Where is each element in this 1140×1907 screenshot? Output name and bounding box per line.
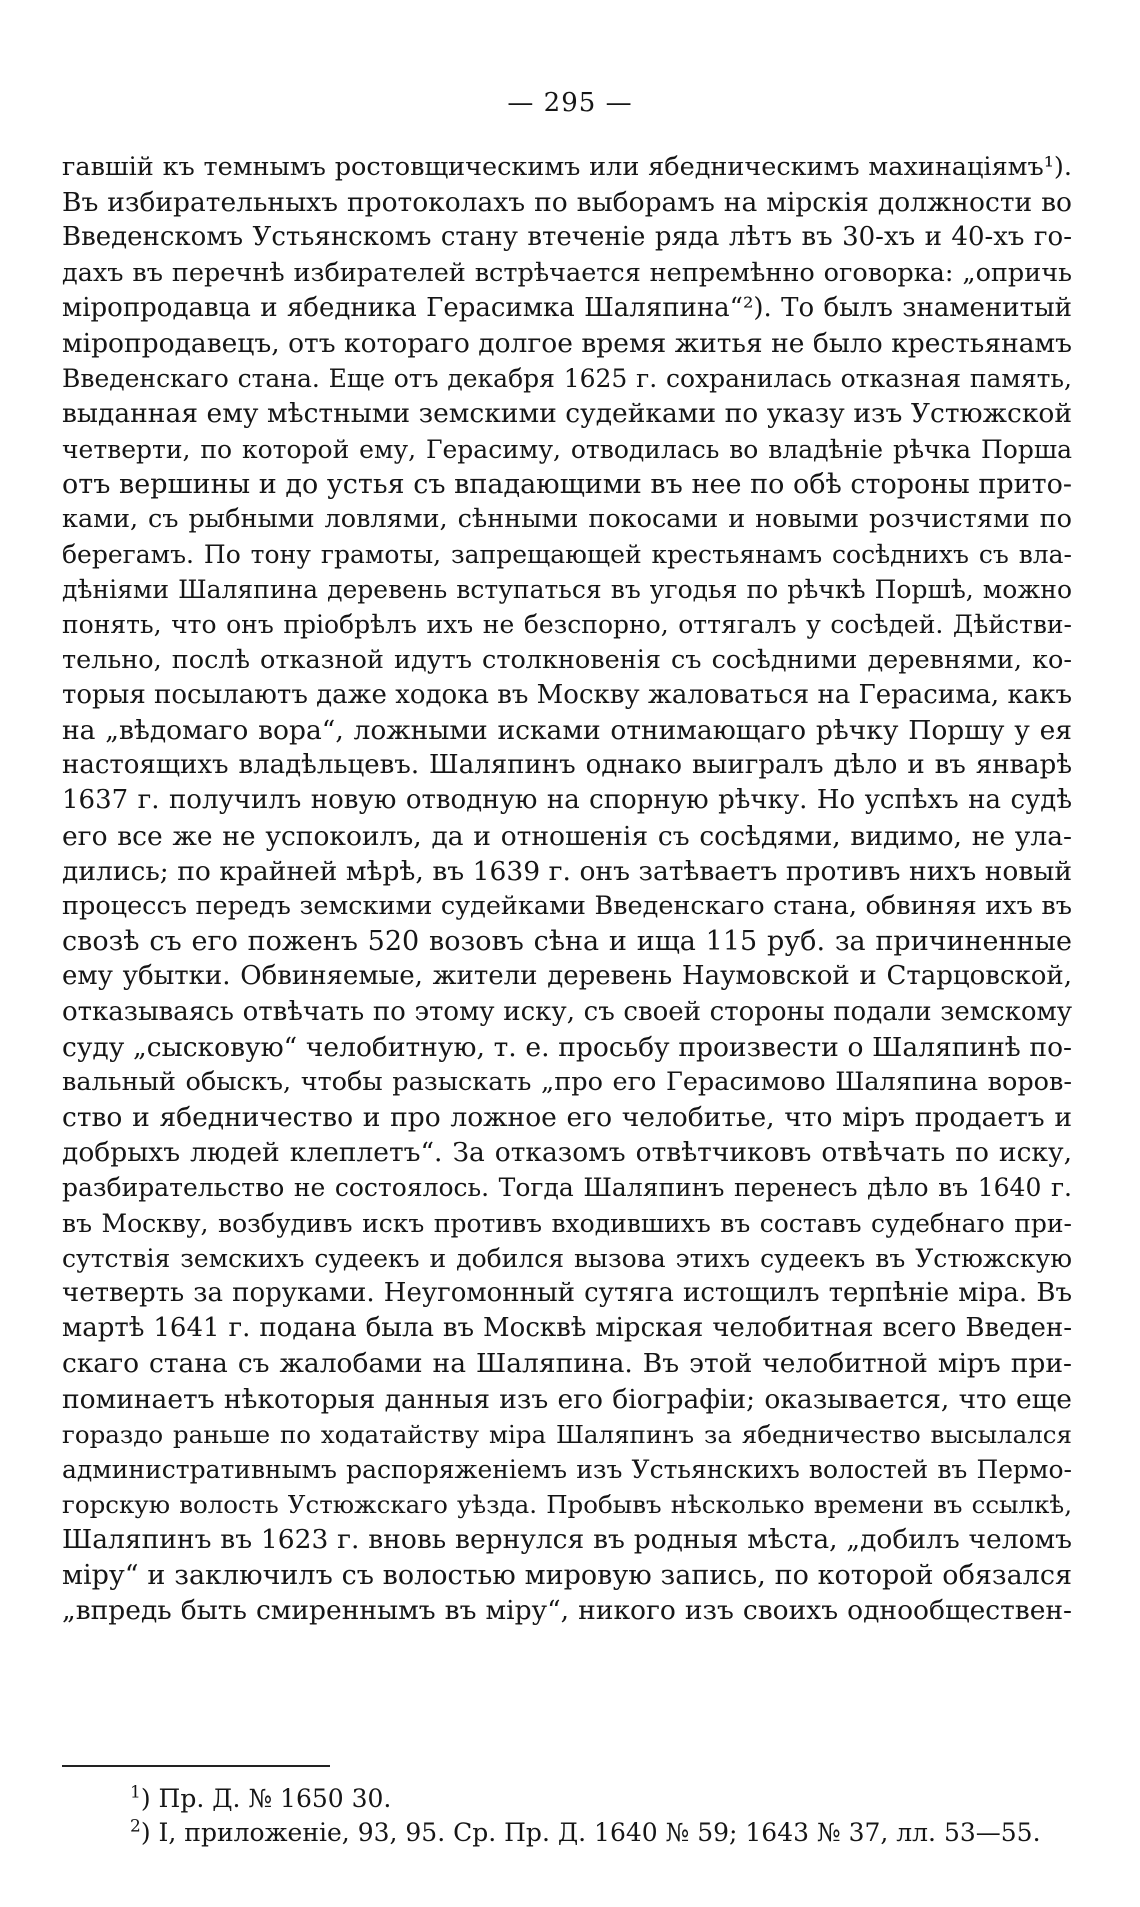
text-line: Введенскомъ Устьянскомъ стану втеченіе ряда лѣтъ въ 30-хъ и 40-хъ го- (62, 222, 1072, 253)
text-line: гавшій къ темнымъ ростовщическимъ или ябедническимъ махинаціямъ¹). (62, 152, 1072, 182)
footnote-divider (62, 1765, 330, 1767)
text-line: настоящихъ владѣльцевъ. Шаляпинъ однако выигралъ дѣло и въ январѣ (62, 750, 1072, 781)
text-line: его все же не успокоилъ, да и отношенія съ сосѣдями, видимо, не ула- (62, 820, 1072, 852)
text-line: міропродавца и ябедника Герасимка Шаляпина“²). То былъ знаменитый (62, 292, 1072, 323)
footnote-text: ) Пр. Д. № 1650 30. (140, 1784, 392, 1813)
text-line: міру“ и заключилъ съ волостью мировую запись, по которой обязался (62, 1559, 1072, 1591)
text-line: въ Москву, возбудивъ искъ противъ входившихъ въ составъ судебнаго при- (62, 1208, 1072, 1238)
footnote (130, 1816, 1041, 1850)
text-line: на „вѣдомаго вора“, ложными исками отнимающаго рѣчку Поршу у ея (62, 715, 1072, 746)
text-line: дѣніями Шаляпина деревень вступаться въ угодья по рѣчкѣ Поршѣ, можно (62, 575, 1072, 605)
footnote-mark: 2 (130, 1816, 141, 1837)
text-line: берегамъ. По тону грамоты, запрещающей крестьянамъ сосѣднихъ съ вла- (62, 540, 1072, 570)
text-line: свозѣ съ его поженъ 520 возовъ сѣна и ища 115 руб. за причиненные (62, 926, 1072, 958)
text-line: дахъ въ перечнѣ избирателей встрѣчается непремѣнно оговорка: „опричь (62, 257, 1072, 288)
text-line: поминаетъ нѣкоторыя данныя изъ его біографіи; оказывается, что еще (62, 1383, 1072, 1415)
text-line: горскую волость Устюжскаго уѣзда. Пробывъ нѣсколько времени въ ссылкѣ, (62, 1490, 1072, 1520)
text-line: добрыхъ людей клеплетъ“. За отказомъ отвѣтчиковъ отвѣчать по иску, (62, 1137, 1072, 1169)
text-line: вальный обыскъ, чтобы разыскать „про его Герасимово Шаляпина воров- (62, 1066, 1072, 1097)
text-line: отъ вершины и до устья съ впадающими въ нее по обѣ стороны прито- (62, 468, 1072, 500)
text-line: торыя посылаютъ даже ходока въ Москву жаловаться на Герасима, какъ (62, 679, 1072, 710)
text-line: гораздо раньше по ходатайству міра Шаляпинъ за ябедничество высылался (62, 1419, 1072, 1449)
text-line: четверть за поруками. Неугомонный сутяга истощилъ терпѣніе міра. Въ (62, 1278, 1072, 1308)
body-text (62, 150, 1072, 1628)
text-line: тельно, послѣ отказной идутъ столкновенія съ сосѣдними деревнями, ко- (62, 644, 1072, 675)
text-line: понять, что онъ пріобрѣлъ ихъ не безспорно, оттягалъ у сосѣдей. Дѣйстви- (62, 610, 1072, 640)
text-line: Введенскаго стана. Еще отъ декабря 1625 г. сохранилась отказная память, (62, 364, 1072, 394)
text-line: четверти, по которой ему, Герасиму, отводилась во владѣніе рѣчка Порша (62, 434, 1072, 464)
footnote-mark: 1 (130, 1782, 141, 1803)
text-line: „впредь быть смиреннымъ въ міру“, никого изъ своихъ однообществен- (62, 1594, 1072, 1626)
text-line: выданная ему мѣстными земскими судейками по указу изъ Устюжской (62, 398, 1072, 430)
text-line: ему убытки. Обвиняемые, жители деревень Наумовской и Старцовской, (62, 961, 1072, 992)
footnote-text: ) I, приложеніе, 93, 95. Ср. Пр. Д. 1640 № 59; 1643 № 37, лл. 53—55. (140, 1818, 1041, 1847)
text-line: дились; по крайней мѣрѣ, въ 1639 г. онъ затѣваетъ противъ нихъ новый (62, 855, 1072, 887)
text-line: скаго стана съ жалобами на Шаляпина. Въ этой челобитной міръ при- (62, 1348, 1072, 1380)
text-line: 1637 г. получилъ новую отводную на спорную рѣчку. Но успѣхъ на судѣ (62, 785, 1072, 816)
text-line: процессъ передъ земскими судейками Введенскаго стана, обвиняя ихъ въ (62, 890, 1072, 921)
text-line: суду „сысковую“ челобитную, т. е. просьбу произвести о Шаляпинѣ по- (62, 1031, 1072, 1063)
footnote (130, 1782, 1030, 1816)
text-line: ками, съ рыбными ловлями, сѣнными покосами и новыми розчистями по (62, 503, 1072, 534)
text-line: ство и ябедничество и про ложное его челобитье, что міръ продаетъ и (62, 1102, 1072, 1134)
text-line: сутствія земскихъ судеекъ и добился вызова этихъ судеекъ въ Устюжскую (62, 1243, 1072, 1273)
text-line: Шаляпинъ въ 1623 г. вновь вернулся въ родныя мѣста, „добилъ челомъ (62, 1524, 1072, 1556)
text-line: міропродавецъ, отъ котораго долгое время житья не было крестьянамъ (62, 327, 1072, 359)
text-line: административнымъ распоряженіемъ изъ Устьянскихъ волостей въ Пермо- (62, 1454, 1072, 1484)
text-line: разбирательство не состоялось. Тогда Шаляпинъ перенесъ дѣло въ 1640 г. (62, 1173, 1072, 1203)
text-line: отказываясь отвѣчать по этому иску, съ своей стороны подали земскому (62, 996, 1072, 1027)
text-line: мартѣ 1641 г. подана была въ Москвѣ мірская челобитная всего Введен- (62, 1313, 1072, 1344)
footnotes (130, 1782, 1041, 1850)
text-line: Въ избирательныхъ протоколахъ по выборамъ на мірскія должности во (62, 187, 1072, 219)
page-number: — 295 — (507, 88, 633, 118)
